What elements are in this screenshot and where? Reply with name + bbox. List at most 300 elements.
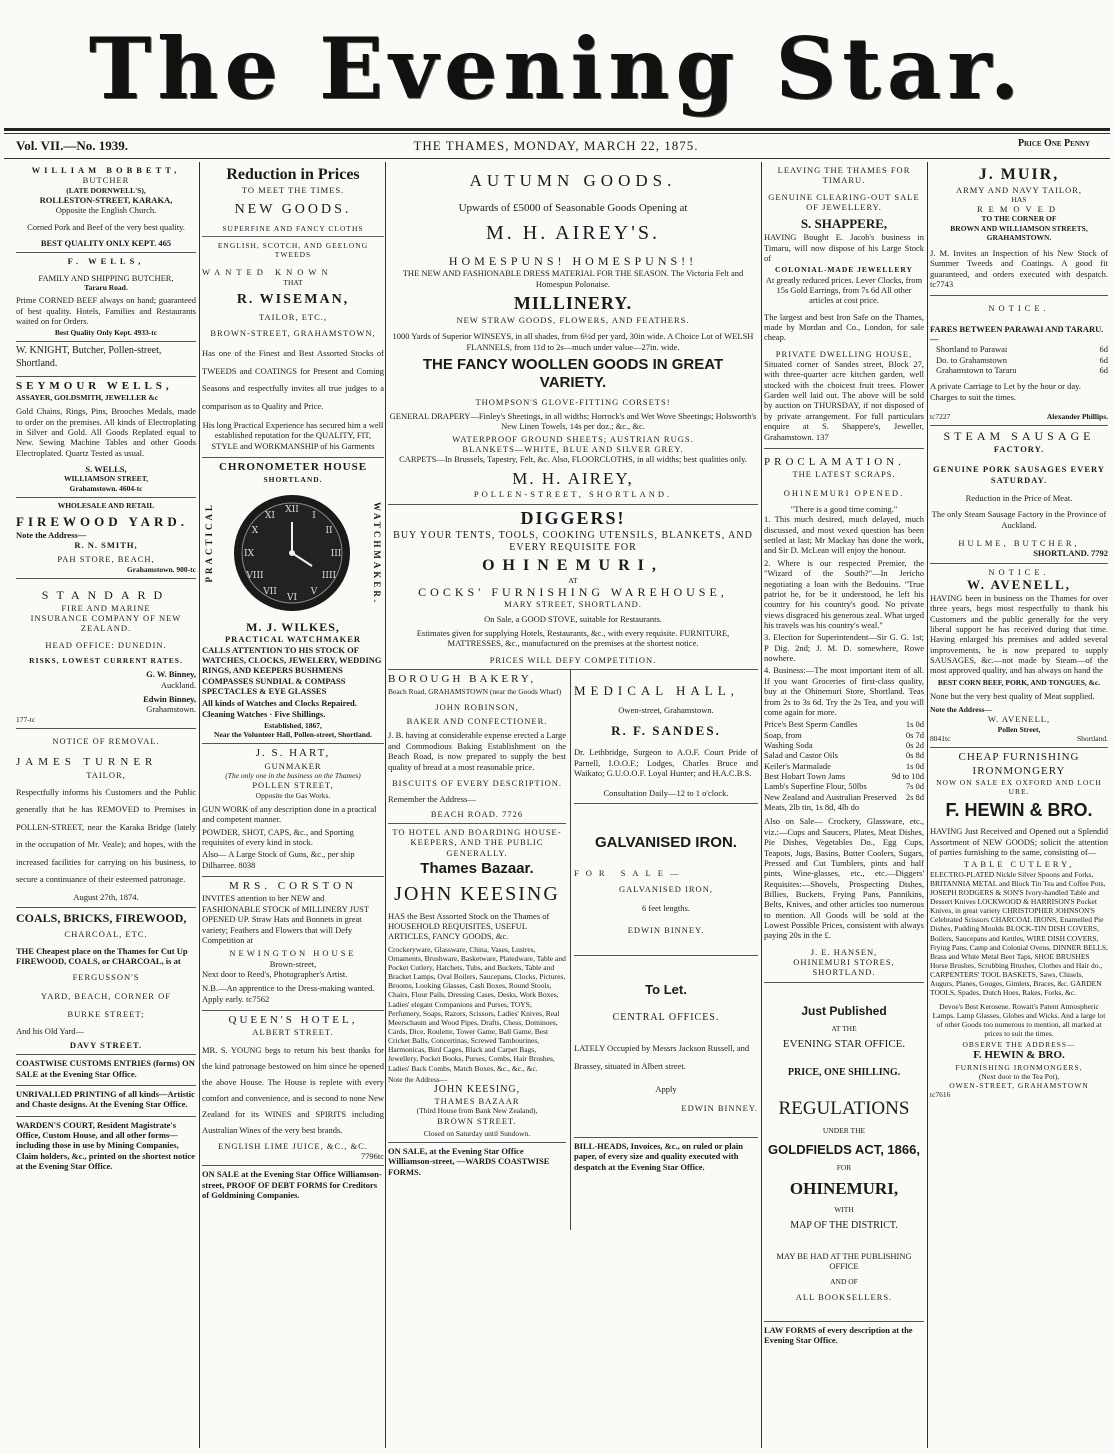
ad-heading: J. MUIR, — [978, 166, 1060, 183]
ad-signature: JOHN KEESING, — [433, 1083, 521, 1095]
ad-text: TO THE CORNER OF — [981, 214, 1057, 224]
ad-text: WITH — [834, 1205, 854, 1215]
ad-text: RISKS, LOWEST CURRENT RATES. — [29, 656, 183, 666]
ad-text: FOR — [836, 1163, 852, 1173]
ad-body: The largest and best Iron Safe on the Thames, made by Mordan and Co., London, for sale cheap. — [764, 311, 924, 343]
ad-subheading: ARMY AND NAVY TAILOR, — [955, 184, 1083, 195]
ad-text: BISCUITS OF EVERY DESCRIPTION. — [392, 777, 562, 788]
fare-row — [930, 355, 1108, 365]
ad-heading: SEYMOUR WELLS, — [16, 379, 173, 392]
ad-heading: REGULATIONS — [778, 1098, 910, 1120]
ad-body: LAW FORMS of every description at the Evening Star Office. — [764, 1324, 913, 1346]
ad-text: AND OF — [830, 1277, 858, 1287]
ad-heading: DIGGERS! — [520, 507, 626, 528]
ad-signature: W. AVENELL, — [987, 714, 1051, 725]
ad-heading: Reduction in Prices — [226, 166, 360, 183]
ad-heading: NOTICE OF REMOVAL. — [52, 735, 160, 746]
ad-subheading: TAILOR, — [86, 769, 126, 780]
ad-warden — [16, 1117, 196, 1178]
ad-text: Opposite the English Church. — [55, 205, 157, 216]
ad-text: Consultation Daily—12 to 1 o'clock. — [603, 788, 729, 799]
ad-heading: QUEEN'S HOTEL, — [228, 1014, 358, 1027]
ad-hart — [202, 744, 384, 877]
ad-text: POLLEN STREET, — [252, 780, 334, 791]
ad-body: THE NEW AND FASHIONABLE DRESS MATERIAL FOR THE SEASON. The Victoria Felt and Homespun Polonaise. — [402, 268, 744, 289]
ad-text: THAMES BAZAAR — [434, 1096, 520, 1107]
ad-footer: Best Quality Only Kept. 4933-tc — [54, 328, 158, 338]
fare-route: Do. to Grahamstown — [936, 354, 1008, 365]
svg-text:IX: IX — [244, 548, 254, 559]
ad-sausage-factory — [930, 426, 1108, 564]
fare-price: 6d — [1099, 365, 1108, 376]
price-row — [764, 719, 924, 729]
ad-coastwise-forms — [388, 1143, 566, 1183]
ad-text: NEW STRAW GOODS, FLOWERS, AND FEATHERS. — [456, 314, 690, 325]
masthead-title: The Evening Star. — [88, 19, 1026, 118]
ad-text: Edwin Binney, — [143, 693, 196, 704]
ad-text: OWEN-STREET, GRAHAMSTOWN — [949, 1080, 1089, 1090]
ad-body: 2. Where is our respected Premier, the "Wizard of the South?"—In Jericho negotiating a loan with the Bedouins. "True patriot he, for be it understood, he left his country for his country's good. No private views disgraced his generous zeal. What urged his travels was his country's weal." — [764, 557, 924, 630]
column-rule — [385, 162, 386, 1448]
price-item: Price's Best Sperm Candles — [764, 719, 858, 730]
ad-subheading: GENUINE CLEARING-OUT SALE OF JEWELLERY. — [768, 191, 920, 213]
ad-text: 7796tc — [360, 1150, 384, 1161]
fare-row — [930, 365, 1108, 375]
ad-body: HAVING Just Received and Opened out a Splendid Assortment of NEW GOODS; solicit the attention of parties furnishing to the same, consisting of— — [930, 826, 1108, 857]
ad-text: tc7616 — [930, 1090, 951, 1100]
ad-text: BLANKETS—WHITE, BLUE AND SILVER GREY. — [462, 443, 684, 454]
ad-body: 1. This much desired, much delayed, much discussed, and most vexed question has been settled at last; Mr Mackay has done the work, and Sir D. McLean will enjoy the honour. — [764, 514, 924, 556]
ad-heading: OHINEMURI, — [789, 1178, 899, 1198]
ad-body: THE Cheapest place on the Thames for Cut Up FIREWOOD, COALS, or CHARCOAL, is at — [16, 945, 188, 967]
ad-body: W. KNIGHT, Butcher, Pollen-street, Shortland. — [16, 345, 162, 369]
price-row — [764, 750, 924, 760]
ad-body: N.B.—An apprentice to the Dress-making wanted. Apply early. tc7562 — [202, 983, 375, 1004]
ad-body: HAS the Best Assorted Stock on the Thames of HOUSEHOLD REQUISITES, USEFUL ARTICLES, FANCY GOODS, &c. — [388, 910, 550, 942]
price-value: 0s 2d — [905, 739, 924, 750]
ad-heading: OHINEMURI, — [482, 557, 664, 575]
ad-shappere — [764, 162, 924, 449]
dateline — [6, 138, 1106, 156]
column-3-right — [574, 670, 758, 1178]
ad-text: WATERPROOF GROUND SHEETS; AUSTRIAN RUGS. — [452, 433, 694, 444]
ad-text: DAVY STREET. — [69, 1039, 143, 1050]
ad-heading: To Let. — [645, 982, 687, 998]
ad-heading: R. F. SANDES. — [611, 723, 721, 739]
ad-text: "There is a good time coming." — [790, 504, 898, 515]
column-4 — [764, 162, 924, 1448]
ad-heading: W. AVENELL, — [966, 577, 1071, 593]
ad-airey — [388, 162, 758, 505]
svg-text:X: X — [251, 525, 259, 536]
ad-chronometer — [202, 458, 384, 744]
ad-heading: LEAVING THE THAMES FOR TIMARU. — [777, 165, 911, 186]
ad-keesing — [388, 824, 566, 1143]
svg-text:III: III — [330, 548, 342, 559]
ad-text: AT — [568, 575, 578, 585]
ad-signature: S. WELLS, — [85, 464, 127, 475]
ad-medical-hall — [574, 670, 758, 804]
ad-borough-bakery — [388, 670, 566, 824]
ad-heading: Just Published — [801, 1003, 887, 1018]
ad-regulations — [764, 983, 924, 1322]
price-value: 1s 0d — [905, 719, 924, 730]
column-5 — [930, 162, 1108, 1448]
ad-text: Owen-street, Grahamstown. — [618, 705, 714, 716]
ad-heading: F. HEWIN & BRO. — [945, 800, 1093, 821]
ad-text: YARD, BEACH, CORNER OF — [41, 990, 171, 1001]
ad-text: HOMESPUNS! HOMESPUNS!! — [448, 253, 698, 268]
ad-body: WARDEN'S COURT, Resident Magistrate's Office, Custom House, and all other forms—including those in use by Mining Companies, Claim holders, &c., printed on the shortest notice at the Evening Star Office. — [16, 1119, 195, 1172]
ad-text: FIRE AND MARINE — [61, 602, 151, 613]
ad-text: Note the Address— — [388, 1074, 448, 1084]
ad-subheading: BUTCHER — [82, 175, 130, 186]
ad-body: J. M. Invites an Inspection of his New Stock of Summer Tweeds and Coatings. A good fit guaranteed, and orders executed with despatch. tc7743 — [930, 247, 1108, 289]
ad-body: His long Practical Experience has secured him a well established reputation for the QUALITY, FIT, STYLE and WORKMANSHIP of his Garments — [202, 420, 384, 451]
ad-subheading: PRIVATE DWELLING HOUSE, — [775, 348, 913, 359]
ad-signature: EDWIN BINNEY. — [627, 925, 705, 936]
ad-body: CARPETS—In Brussels, Tapestry, Felt, &c. Also, FLOORCLOTHS, in all widths; best qualities only. — [399, 454, 747, 465]
ad-body: Devoe's Best Kerosene. Rowatt's Patent Atmospheric Lamps. Lamp Glasses, Globes and Wicks. And a large lot of other Goods too numerous to mention, all marked at prices to suit the times. — [932, 1001, 1106, 1038]
price-item: Washing Soda — [764, 739, 813, 750]
ad-body: At greatly reduced prices. Lever Clocks, from 15s Gold Earrings, from 7s 6d All other articles at cost price. — [765, 274, 923, 306]
ad-text: GALVANISED IRON, — [619, 884, 713, 895]
ad-text: THAT — [283, 277, 303, 287]
ad-text: Grahamstown. — [146, 704, 196, 715]
price-item: New Zealand and Australian Preserved Meats, 2lb tin, 1s 8d, 4lb do — [764, 791, 897, 813]
ad-text: Pollen Street, — [997, 724, 1041, 734]
price-item: Best Hobart Town Jams — [764, 771, 846, 782]
ad-text: BAKER AND CONFECTIONER. — [406, 716, 548, 727]
issue-price: Price One Penny — [1017, 138, 1090, 149]
ad-heading: THE FANCY WOOLLEN GOODS IN GREAT VARIETY. — [422, 355, 724, 392]
fare-route: Shortland to Parawai — [936, 344, 1008, 355]
ad-text: Tararu Road. — [84, 283, 128, 293]
ad-signature: M. H. AIREY, — [512, 468, 634, 488]
clock-icon — [228, 492, 356, 614]
clock-illustration — [202, 488, 384, 616]
column-rule — [570, 670, 571, 1230]
ad-proof-of-debt — [202, 1166, 384, 1206]
ad-body: GUN WORK of any description done in a practical and competent manner. — [202, 803, 377, 825]
ad-subheading: GUNMAKER — [264, 760, 322, 771]
ad-text: 177-tc — [16, 714, 36, 724]
price-value: 1s 0d — [905, 760, 924, 771]
ad-text: Near the Volunteer Hall, Pollen-street, Shortland. — [214, 730, 372, 740]
ad-text: HAS — [1011, 194, 1027, 204]
price-item: Soap, from — [764, 729, 802, 740]
ad-text: PRICES WILL DEFY COMPETITION. — [489, 654, 657, 665]
ad-muir — [930, 162, 1108, 296]
price-value: 2s 8d — [905, 791, 924, 802]
ad-text: Grahamstown. 4604-tc — [69, 483, 143, 493]
ad-heading: Thames Bazaar. — [420, 860, 534, 878]
svg-text:IIII: IIII — [321, 570, 337, 581]
ad-text: BEST CORN BEEF, PORK, AND TONGUES, &c. — [937, 677, 1101, 687]
ad-firewood — [16, 498, 196, 579]
ad-text: MAP OF THE DISTRICT. — [790, 1220, 898, 1232]
ad-body: ELECTRO-PLATED Nickle Silver Spoons and Forks, BRITANNIA METAL and Block Tin Tea and Coffee Pots, JOSEPH RODGERS & SON'S Ivory-handled Table and Dessert Knives LOCKWOOD & HARRISON'S Pocket Knives, in great variety CHRISTOPHER JOHNSON'S Celebrated Scissors CHARCOAL IRONS, Enamelled Pie Dishes, Pudding Moulds BLOCK-TIN DISH COVERS, Boilers, Saucepans and Kettles, WIRE DISH COVERS, Frying Pans, Camp and Colonial Ovens, DINNER BELLS, Brass and White Metal Beer Taps, SHOE BRUSHES Horse Brushes, Scrubbing Brushes, Clothes and Hair do., CARPENTERS' TOOL BASKETS, Saws, Chisels, Augurs, Planes, Gouges, Gimlets, Braces, &c. GARDEN TOOLS, Spades, Dutch Hoes, Rakes, Forks, &c. — [930, 869, 1108, 998]
ad-text: And his Old Yard— — [16, 1025, 85, 1036]
ad-subheading: PRACTICAL WATCHMAKER — [224, 634, 362, 645]
ad-signature: F. HEWIN & BRO. — [973, 1049, 1065, 1062]
ad-subheading: TO MEET THE TIMES. — [241, 184, 345, 195]
svg-text:I: I — [312, 510, 316, 521]
ad-body: Respectfully informs his Customers and the Public generally that he has REMOVED to Premises in POLLEN-STREET, near the Karaka Bridge (lately in the occupation of Mr. Veale); and hopes, with the increased facilities for carrying on his business, to secure a continuance of their esteemed patronage. — [16, 786, 196, 884]
ad-text: Established, 1867, — [264, 721, 322, 731]
column-rule — [199, 162, 200, 1448]
ad-removal — [16, 729, 196, 908]
ad-text: Brown-street, — [269, 958, 317, 969]
ad-body: ON SALE, at the Evening Star Office Williamson-street, —WARDS COASTWISE FORMS. — [388, 1146, 550, 1177]
ad-text: Shortland. — [1076, 733, 1108, 743]
ad-text: (The only one in the business on the Thames) — [225, 771, 361, 781]
svg-text:VIII: VIII — [246, 570, 264, 581]
ad-text: BROWN STREET. — [437, 1115, 517, 1126]
dateline-rule — [4, 158, 1110, 159]
column-3-lower — [388, 670, 758, 1230]
ad-subheading: ASSAYER, GOLDSMITH, JEWELLER &c — [16, 393, 159, 403]
ad-subheading: FAMILY AND SHIPPING BUTCHER, — [38, 272, 174, 283]
ad-text: 6 feet lengths. — [642, 902, 690, 913]
ad-galvanised-iron — [574, 804, 758, 957]
ad-hewin — [930, 748, 1108, 1103]
ad-body: On Sale, a GOOD STOVE, suitable for Restaurants. — [484, 613, 662, 624]
ad-body: J. B. having at considerable expense erected a Large and Commodious Baking Establishment on the Beach Road, is now prepared to supply the best quality of bread at a most reasonable price. — [388, 730, 566, 772]
ad-text: (LATE DORNWELL'S), — [66, 185, 146, 195]
ad-text: THOMPSON'S GLOVE-FITTING CORSETS! — [475, 396, 671, 407]
ad-body: 1000 Yards of Superior WINSEYS, in all shades, from 6½d per yard, 30in wide. A Choice Lot of WELSH FLANNELS, from 11d to 2s—much under value—27in. wide. — [392, 331, 754, 352]
ad-text: BROWN AND WILLIAMSON STREETS, GRAHAMSTOWN. — [950, 223, 1088, 242]
ad-heading: HULME, BUTCHER, — [958, 538, 1080, 549]
ad-text: tc7227 — [930, 412, 951, 422]
ad-body: HAVING Bought E. Jacob's business in Timaru, will now dispose of his Large Stock of — [764, 232, 924, 264]
column-3 — [388, 162, 758, 1448]
ad-coals — [16, 908, 196, 1056]
ad-body: Prime CORNED BEEF always on hand; guaranteed of best quality. Hotels, Families and Restaurants waited on for Orders. — [16, 295, 196, 326]
ad-heading: CHRONOMETER HOUSE — [218, 461, 368, 474]
ad-avenell — [930, 564, 1108, 748]
ad-heading: JAMES TURNER — [16, 756, 158, 769]
ad-text: OHINEMURI STORES, SHORTLAND. — [793, 957, 895, 978]
ad-text: ENGLISH LIME JUICE, &C., &C. — [218, 1140, 368, 1151]
ad-text: Note the Address— — [16, 529, 87, 540]
ad-heading: NEW GOODS. — [234, 201, 352, 217]
price-row — [764, 771, 924, 781]
ad-text: GENUINE PORK SAUSAGES EVERY SATURDAY. — [933, 464, 1105, 485]
price-value: 0s 8d — [905, 750, 924, 761]
ad-bobbett — [16, 162, 196, 253]
ad-text: WATCHMAKER. — [372, 501, 382, 605]
ad-queens-hotel — [202, 1011, 384, 1166]
ad-body: BILL-HEADS, Invoices, &c., on ruled or plain paper, of every size and quality executed with despatch at the Evening Star Office. — [574, 1140, 743, 1172]
ad-text: SUPERFINE AND FANCY CLOTHS — [202, 224, 384, 237]
ad-text: TABLE CUTLERY, — [963, 859, 1075, 870]
price-row — [764, 730, 924, 740]
ad-text: (Third House from Bank New Zealand), — [416, 1106, 538, 1116]
ad-text: BROWN-STREET, GRAHAMSTOWN, — [210, 328, 376, 339]
ad-heading: CHEAP FURNISHING — [958, 751, 1080, 764]
ad-text: Beach Road, GRAHAMSTOWN (near the Goods Wharf) — [388, 686, 562, 696]
ad-text: ROLLESTON-STREET, KARAKA, — [39, 194, 173, 205]
ad-signature: J. E. HANSEN, — [810, 946, 878, 957]
ad-body: UNRIVALLED PRINTING of all kinds—Artistic and Chaste designs. At the Evening Star Office. — [16, 1088, 195, 1110]
ad-wiseman — [202, 162, 384, 458]
ad-text: Reduction in the Price of Meat. — [965, 492, 1073, 503]
ad-to-let — [574, 956, 758, 1137]
ad-footer: BEST QUALITY ONLY KEPT. 465 — [40, 237, 172, 248]
ad-body: MR. S. YOUNG begs to return his best thanks for the kind patronage bestowed on him since he opened the above House. The House is replete with every comfort and convenience, and is second to none New Zealand for its WINES and SPIRITS including Australian Wines of the very best brands. — [202, 1044, 384, 1136]
ad-subheading: SHORTLAND. — [263, 474, 323, 484]
ad-heading: R. WISEMAN, — [236, 291, 350, 307]
ad-text: Closed on Saturday until Sundown. — [423, 1128, 531, 1138]
masthead — [0, 14, 1114, 124]
ad-heading: STANDARD — [41, 587, 171, 602]
column-1 — [16, 162, 196, 1448]
ad-text: R. N. SMITH, — [74, 540, 138, 551]
ad-heading: NOTICE. — [988, 566, 1050, 577]
price-value: 0s 7d — [905, 729, 924, 740]
ad-text: FOR SALE— — [574, 867, 686, 878]
price-row — [764, 792, 924, 813]
ad-printing — [16, 1086, 196, 1117]
ad-text: JOHN ROBINSON, — [435, 701, 519, 712]
ad-text: INSURANCE COMPANY OF NEW ZEALAND. — [30, 612, 182, 634]
ad-body: 3. Election for Superintendent—Sir G. G. 1st; P Dig. 2nd; J. M. D. somewhere, Rowe nowhere. — [764, 632, 924, 664]
price-row — [764, 761, 924, 771]
ad-standard-insurance — [16, 579, 196, 729]
ad-body: None but the very best quality of Meat supplied. — [930, 690, 1095, 701]
ad-heading: STEAM SAUSAGE — [943, 429, 1095, 444]
ad-subheading: WHOLESALE AND RETAIL — [57, 500, 155, 510]
ad-body: Dr. Lethbridge, Surgeon to A.O.F. Court Pride of Parnell, I.O.O.F.; Lodges, Charles Bruce and Waikato; G.U.O.O.F. Loyal Hunter; and H.A.C.B.S. — [574, 747, 758, 778]
ad-heading: WILLIAM BOBBETT, — [31, 165, 181, 175]
ad-text: (Next door to the Tea Pot), — [978, 1071, 1060, 1081]
ad-fares — [930, 296, 1108, 426]
ad-body: Also on Sale— Crockery, Glassware, etc., viz.:—Cups and Saucers, Plates, Meat Dishes, Pie Dishes, Vegetables Do., Egg Cups, Teapots, Jugs, Basins, Butter Coolers, Sugars, Pressed and Cut Tumblers, pints and half pints, Wine-glasses, etc., etc.—Diggers' Requisites:—Shovels, Prospecting Dishes, Billies, Buckets, Frying Pans, Pannikins, Belts, Knives, and other articles too numerous to mention. All Goods will be sold at the Lowest Possible Prices, consistent with always paying 20s in the £. — [764, 816, 924, 941]
ad-text: Opposite the Gas Works. — [255, 790, 331, 800]
ad-text: MAY BE HAD AT THE PUBLISHING OFFICE — [776, 1250, 912, 1271]
ad-subheading: CENTRAL OFFICES. — [612, 1012, 720, 1024]
ad-law-forms — [764, 1322, 924, 1352]
ad-body: LATELY Occupied by Messrs Jackson Russell, and Brassey, situated in Albert street. — [574, 1043, 750, 1072]
ad-text: Next door to Reed's, Photographer's Artist. — [202, 968, 348, 979]
ad-text: HEAD OFFICE: DUNEDIN. — [45, 639, 167, 650]
ad-corston — [202, 877, 384, 1011]
ad-body: ON SALE at the Evening Star Office Williamson-street, PROOF OF DEBT FORMS for Creditors of Goldmining Companies. — [202, 1169, 382, 1201]
fare-price: 6d — [1099, 354, 1108, 365]
ad-text: BURKE STREET; — [67, 1009, 145, 1020]
fares-list — [930, 344, 1108, 375]
ad-text: Note the Address— — [930, 705, 992, 715]
ad-heading: S. SHAPPERE, — [800, 216, 888, 232]
ad-heading: REMOVED — [976, 204, 1062, 215]
ad-text: NOW ON SALE EX OXFORD AND LOCH URE. — [936, 777, 1102, 797]
ad-signature: EDWIN BINNEY. — [681, 1102, 758, 1113]
ad-heading: FIREWOOD YARD. — [16, 513, 189, 529]
ad-body: INVITES attention to her NEW and FASHIONABLE STOCK of MILLINERY JUST OPENED UP. Straw Hats and Bonnets in great variety; Feathers and Flowers that will Defy Competition at — [202, 893, 369, 945]
price-item: Salad and Castor Oils — [764, 750, 838, 761]
ad-subheading: TO HOTEL AND BOARDING HOUSE-KEEPERS, AND THE PUBLIC GENERALLY. — [392, 826, 562, 858]
ad-heading: IRONMONGERY — [972, 764, 1066, 777]
ad-text: OBSERVE THE ADDRESS— — [962, 1040, 1076, 1050]
fare-row — [930, 344, 1108, 354]
ad-body: HAVING been in business on the Thames for over three years, begs most respectfully to thank his Customers and the public generally for the very liberal support he has received during that time. Having enlarged his premises and added several improvements, he is now prepared to supply SAUSAGES, &c.—not made by Steam—of the most approved quality, and has always on hand the — [930, 592, 1108, 676]
column-rule — [761, 162, 762, 1448]
price-item: Lamb's Superfine Flour, 50lbs — [764, 781, 867, 792]
column-2 — [202, 162, 384, 1448]
column-rule — [927, 162, 928, 1448]
ad-heading: OHINEMURI OPENED. — [783, 487, 905, 498]
svg-text:VI: VI — [286, 592, 298, 603]
ad-subheading: THE LATEST SCRAPS. — [792, 469, 896, 480]
top-rule-thin — [4, 133, 1110, 134]
ad-text: MARY STREET, SHORTLAND. — [504, 599, 642, 610]
price-row — [764, 740, 924, 750]
svg-text:VII: VII — [263, 586, 277, 597]
ad-body: 4. Business:—The most important item of all. If you want Groceries of first-class quality, buy at the Ohinemuri Store, Shortland. Teas from 2s to 3s 6d. Try the 2s Tea, and you will come again for more. — [764, 665, 924, 717]
ad-text: WILLIAMSON STREET, — [63, 474, 149, 484]
ad-heading: MRS. CORSTON — [229, 880, 357, 893]
price-value: 9d to 10d — [891, 771, 924, 782]
top-rule — [4, 128, 1110, 131]
price-item: Keiler's Marmalade — [764, 760, 831, 771]
ad-body: Also— A Large Stock of Guns, &c., per ship Dilharree. 8038 — [202, 849, 355, 870]
ad-body: POWDER, SHOT, CAPS, &c., and Sporting requisites of every kind in stock. — [202, 826, 354, 847]
ad-text: COLONIAL-MADE JEWELLERY — [775, 265, 913, 275]
svg-text:XI: XI — [265, 510, 275, 521]
ad-text: PAH STORE, BEACH, — [57, 554, 155, 565]
ad-seymour-wells — [16, 377, 196, 498]
ad-text: FURNISHING IRONMONGERS, — [955, 1062, 1083, 1072]
price-list — [764, 719, 924, 812]
ad-heading: MEDICAL HALL, — [574, 683, 739, 699]
ad-body: A private Carriage to Let by the hour or day. Charges to suit the times. — [930, 381, 1081, 402]
column-3-left — [388, 670, 566, 1183]
ad-subheading: Upwards of £5000 of Seasonable Goods Opening at — [458, 201, 688, 214]
ad-signature: Alexander Phillips. — [1046, 412, 1108, 422]
ad-text: Apply — [655, 1084, 677, 1095]
ad-text: G. W. Binney, — [146, 669, 196, 680]
ad-heading: MILLINERY. — [513, 292, 633, 313]
ad-heading: PROCLAMATION. — [764, 455, 905, 468]
ad-text: PRICE, ONE SHILLING. — [787, 1067, 901, 1079]
ad-text: Remember the Address— — [388, 794, 476, 805]
ad-body: Has one of the Finest and Best Assorted Stocks of TWEEDS and COATINGS for Present and Coming Seasons and respectfully invites all true judges to a comparison as to Quality and Price. — [202, 347, 384, 412]
ad-text: FERGUSSON'S — [72, 972, 140, 983]
svg-text:II: II — [325, 525, 333, 536]
ad-heading: BOROUGH BAKERY, — [388, 673, 537, 686]
ad-subheading: FARES BETWEEN PARAWAI AND TARARU.— — [930, 323, 1104, 344]
ad-heading: GALVANISED IRON. — [595, 833, 737, 851]
ad-text: ALL BOOKSELLERS. — [795, 1292, 893, 1303]
ad-heading: AUTUMN GOODS. — [469, 171, 677, 190]
ad-heading: J. S. HART, — [255, 747, 331, 760]
ad-text: POLLEN-STREET, SHORTLAND. — [473, 489, 673, 500]
issue-date: THE THAMES, MONDAY, MARCH 22, 1875. — [413, 138, 699, 153]
ad-coastwise — [16, 1055, 196, 1086]
ad-heading: NOTICE. — [988, 303, 1050, 314]
ad-text: August 27th, 1874. — [73, 892, 139, 903]
ad-text: BEACH ROAD. 7726 — [430, 808, 524, 819]
ad-text: ENGLISH, SCOTCH, AND GEELONG TWEEDS — [217, 241, 369, 260]
ad-text: AT THE — [831, 1024, 857, 1034]
ad-heading: M. J. WILKES, — [246, 619, 340, 634]
ad-subheading: ALBERT STREET. — [252, 1027, 334, 1038]
ad-body: GENERAL DRAPERY—Finley's Sheetings, in all widths; Horrock's and Wet Wove Sheetings; Holsworth's New Linen Towels, 14s per doz.; &c., &c. — [389, 410, 757, 432]
ad-heading: JOHN KEESING — [394, 883, 560, 906]
ad-text: PRACTICAL — [204, 501, 214, 583]
